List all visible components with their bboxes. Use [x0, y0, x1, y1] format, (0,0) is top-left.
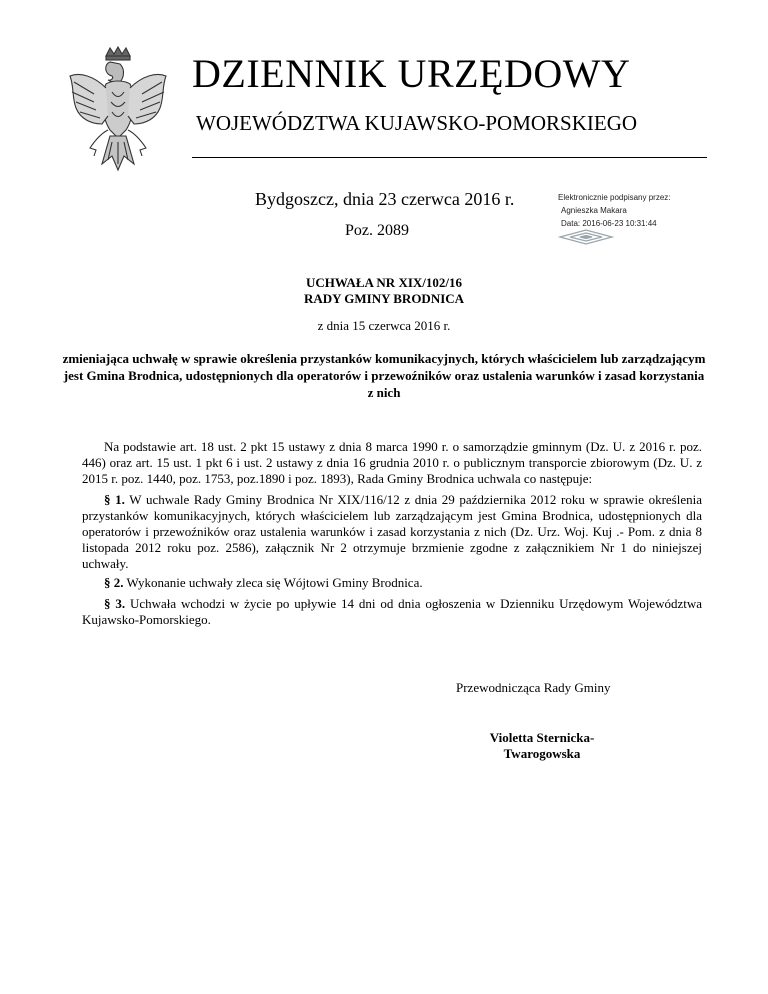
section-2-text: Wykonanie uchwały zleca się Wójtowi Gminy Brodnica.: [123, 575, 423, 590]
legal-basis-paragraph: Na podstawie art. 18 ust. 2 pkt 15 ustawy z dnia 8 marca 1990 r. o samorządzie gminnym (Dz. U. z 2016 r. poz. 446) oraz art. 15 ust. 1 pkt 6 i ust. 2 ustawy z dnia 16 grudnia 2010 r. o publicznym transporcie zbiorowym (Dz. U. z 2015 r. poz. 1440, poz. 1753, poz.1890 i poz. 1893), Rada Gminy Brodnica uchwala co następuje:: [82, 439, 702, 486]
signature-date: Data: 2016-06-23 10:31:44: [561, 219, 657, 228]
masthead-divider: [192, 157, 707, 158]
section-1-text: W uchwale Rady Gminy Brodnica Nr XIX/116/12 z dnia 29 października 2012 roku w sprawie określenia przystanków komunikacyjnych, których właścicielem lub zarządzającym jest Gmina Brodnica, udostępnionych dla operatorów i przewoźników oraz ustalenia warunków i zasad korzystania z nich (Dz. Urz. Woj. Kuj .- Pom. z dnia 8 listopada 2012 roku poz. 2586), załącznik Nr 2 otrzymuje brzmienie zgodne z załącznikiem Nr 1 do niniejszej uchwały.: [82, 492, 702, 571]
section-3-text: Uchwała wchodzi w życie po upływie 14 dni od dnia ogłoszenia w Dzienniku Urzędowym Województwa Kujawsko-Pomorskiego.: [82, 596, 703, 627]
signature-label: Elektronicznie podpisany przez:: [558, 193, 671, 202]
chair-name-line-2: Twarogowska: [503, 746, 581, 761]
chair-name: [462, 730, 622, 762]
issue-position: Poz. 2089: [345, 222, 409, 239]
section-1-paragraph: [82, 492, 702, 572]
chair-name-line-1: Violetta Sternicka-: [489, 730, 595, 745]
resolution-subject: zmieniająca uchwałę w sprawie określenia przystanków komunikacyjnych, których właścicielem lub zarządzającym jest Gmina Brodnica, udostępnionych dla operatorów i przewoźników oraz ustalenia warunków i zasad korzystania z nich: [62, 351, 706, 400]
section-3-paragraph: [82, 596, 702, 628]
signature-verified-icon: [558, 229, 614, 245]
section-3-label: § 3.: [104, 596, 126, 611]
section-2-label: § 2.: [104, 575, 124, 590]
masthead-title: DZIENNIK URZĘDOWY: [192, 51, 631, 96]
resolution-number: UCHWAŁA NR XIX/102/16: [305, 275, 462, 290]
section-2-paragraph: [82, 575, 702, 591]
masthead-subtitle: WOJEWÓDZTWA KUJAWSKO-POMORSKIEGO: [196, 111, 638, 135]
resolution-heading: [60, 275, 708, 307]
electronic-signature: [558, 191, 718, 230]
eagle-emblem-icon: [64, 46, 172, 178]
resolution-body: RADY GMINY BRODNICA: [303, 291, 465, 306]
chair-role: Przewodnicząca Rady Gminy: [456, 680, 611, 695]
section-1-label: § 1.: [104, 492, 125, 507]
issue-place-date: Bydgoszcz, dnia 23 czerwca 2016 r.: [255, 189, 515, 209]
signature-signer: Agnieszka Makara: [561, 206, 627, 215]
resolution-date: z dnia 15 czerwca 2016 r.: [317, 318, 451, 333]
